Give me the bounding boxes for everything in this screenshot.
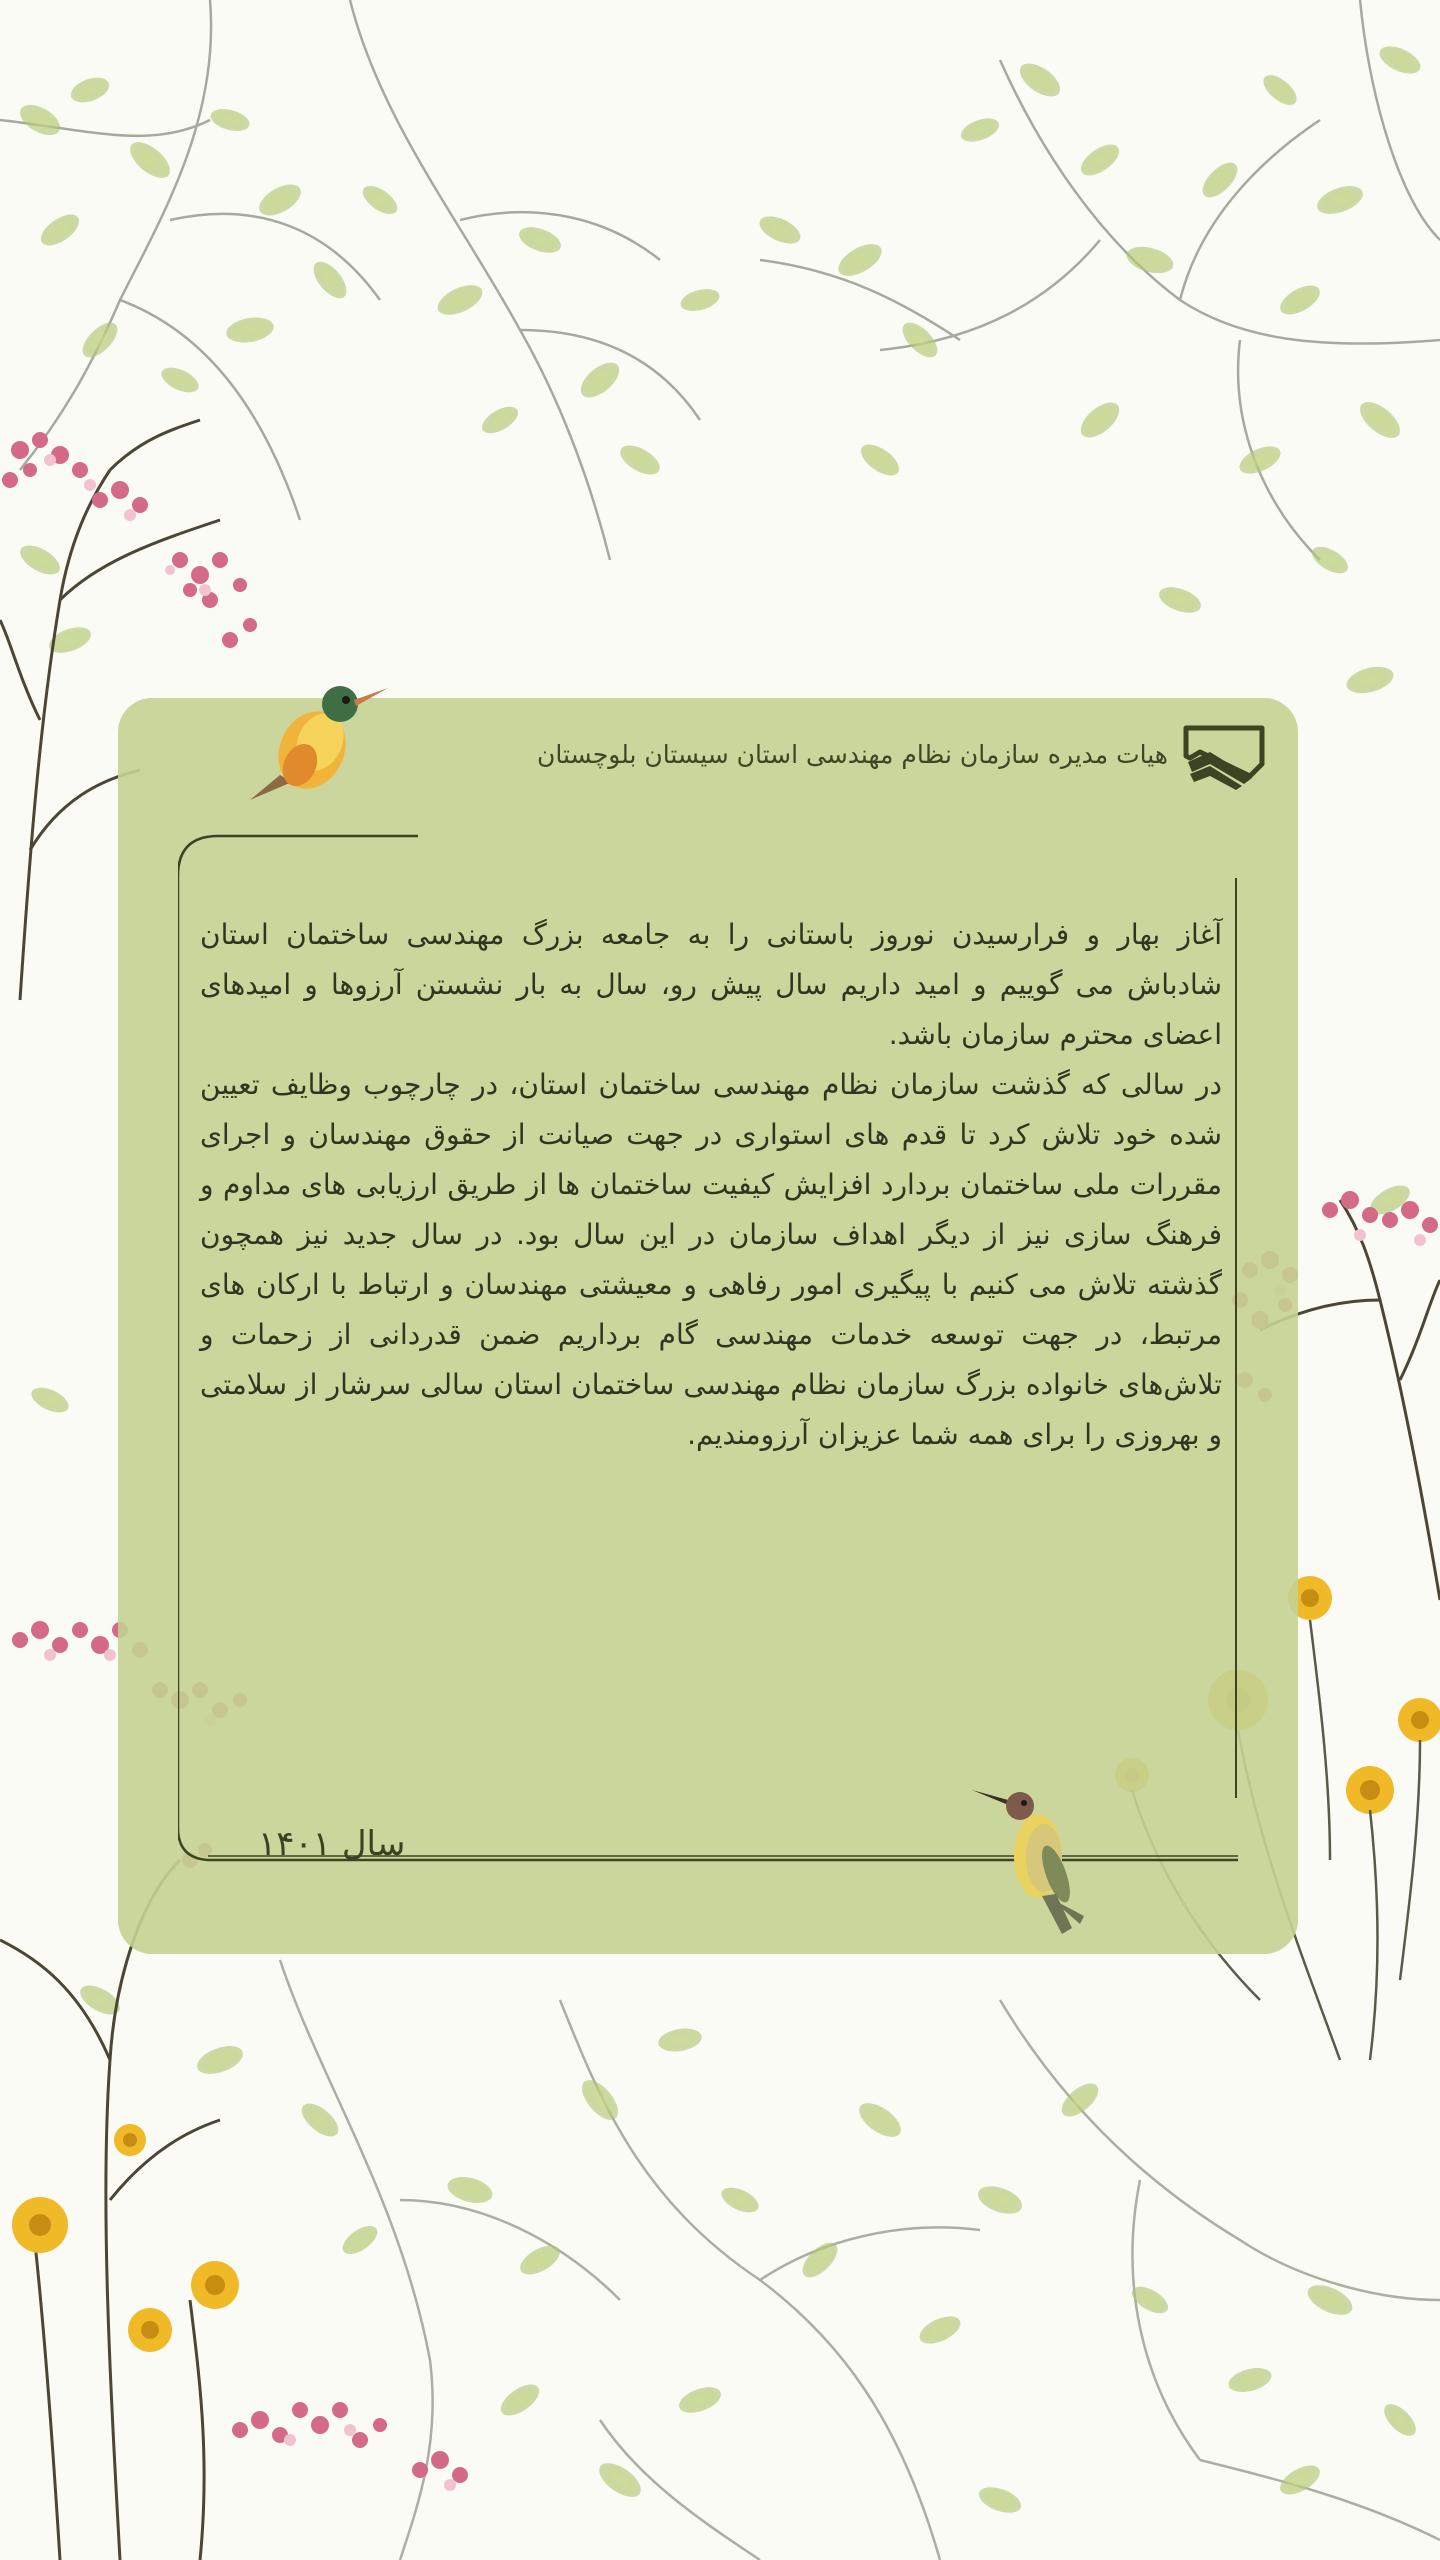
yellow-bird-icon — [240, 670, 390, 810]
header-title: هیات مدیره سازمان نظام مهندسی استان سیستان بلوچستان — [537, 740, 1168, 769]
hummingbird-icon — [972, 1778, 1112, 1938]
year-label: سال ۱۴۰۱ — [258, 1824, 406, 1864]
message-paragraph: در سالی که گذشت سازمان نظام مهندسی ساختمان استان، در چارچوب وظایف تعیین شده خود تلاش کرد تا قدم های استواری در جهت صیانت از حقوق مهندسان و اجرای مقررات ملی ساختمان بردارد افزایش کیفیت ساختمان ها از طریق ارزیابی های مداوم و فرهنگ سازی نیز از دیگر اهداف سازمان در این سال بود. در سال جدید نیز همچون گذشته تلاش می کنیم با پیگیری امور رفاهی و معیشتی مهندسان و ارتباط با ارکان های مرتبط، در جهت توسعه خدمات مهندسی گام برداریم ضمن قدردانی از زحمات و تلاش‌های خانواده بزرگ سازمان نظام مهندسی ساختمان استان سالی سرشار از سلامتی و بهروزی را برای همه شما عزیزان آرزومندیم. — [200, 1068, 1222, 1451]
engineering-org-logo-icon — [1180, 722, 1268, 794]
message-paragraph: آغاز بهار و فرارسیدن نوروز باستانی را به جامعه بزرگ مهندسی ساختمان استان شادباش می گوییم و امید داریم سال پیش رو، سال به بار نشستن آرزوها و امیدهای اعضای محترم سازمان باشد. — [200, 918, 1222, 1051]
message-card — [118, 698, 1298, 1954]
message-body — [200, 910, 1222, 1460]
